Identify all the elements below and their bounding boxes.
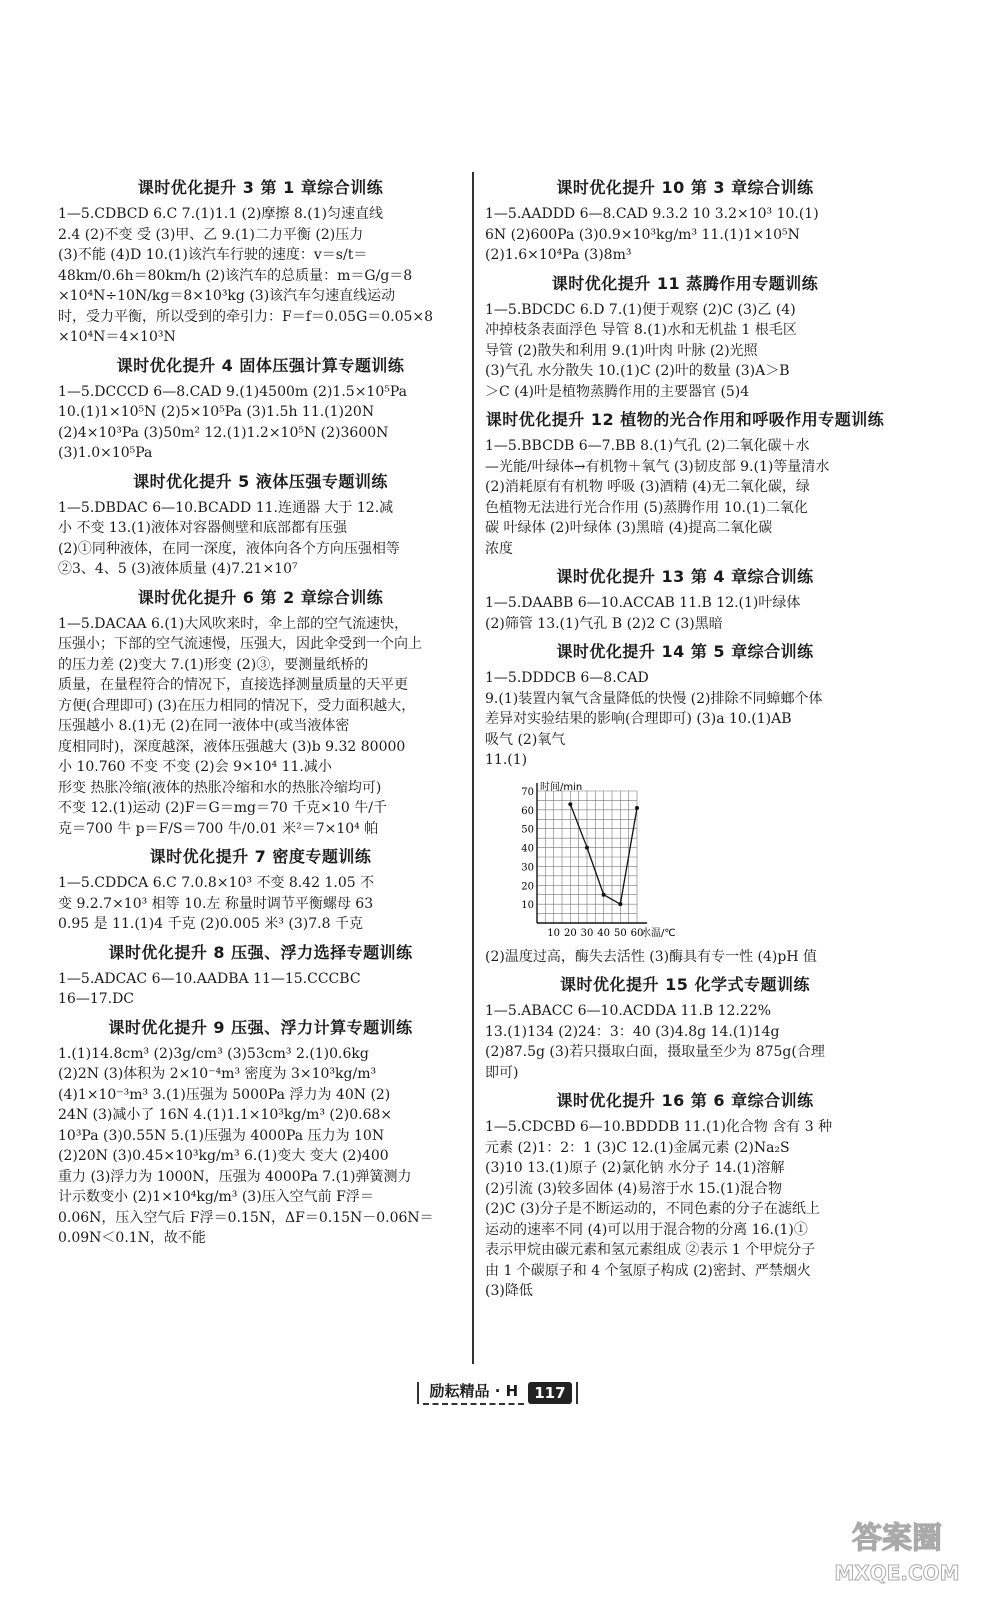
- section-answers-after-chart: [485, 947, 885, 968]
- watermark-text-top: 答案圈: [852, 1521, 942, 1556]
- answer-line: 元素 (2)1：2：1 (3)C 12.(1)金属元素 (2)Na₂S: [485, 1139, 790, 1156]
- answer-line: 1—5.CDCBD 6—10.BDDDB 11.(1)化合物 含有 3 种: [485, 1119, 833, 1135]
- answer-line: 0.95 是 11.(1)4 千克 (2)0.005 米³ (3)7.8 千克: [58, 916, 363, 932]
- y-tick-label: 60: [521, 805, 534, 817]
- y-tick-label: 70: [521, 786, 534, 798]
- left-column: [58, 170, 463, 1255]
- answer-line: 碳 叶绿体 (2)叶绿体 (3)黑暗 (4)提高二氧化碳: [485, 520, 773, 536]
- answer-line: 时，受力平衡，所以受到的牵引力：F＝f＝0.05G＝0.05×8: [58, 308, 434, 325]
- answer-line: 由 1 个碳原子和 4 个氢原子构成 (2)密封、严禁烟火: [485, 1262, 811, 1279]
- data-point: [635, 805, 639, 809]
- answer-line: 24N (3)减小了 16N 4.(1)1.1×10³kg/m³ (2)0.68×: [58, 1107, 393, 1123]
- answer-line: (3)气孔 水分散失 10.(1)C (2)叶的数量 (3)A＞B: [485, 363, 790, 379]
- column-divider: [472, 172, 474, 1364]
- answer-line: (3)不能 (4)D 10.(1)该汽车行驶的速度：v＝s/t＝: [58, 247, 368, 263]
- section-answers: [485, 204, 885, 266]
- section-title: 课时优化提升 8 压强、浮力选择专题训练: [108, 942, 413, 962]
- answer-line: 1—5.CDDCA 6.C 7.0.8×10³ 不变 8.42 1.05 不: [58, 875, 375, 891]
- answer-line: 方便(合理即可) (3)在压力相同的情况下，受力面积越大，: [58, 697, 416, 714]
- footer-brand: [423, 1380, 524, 1405]
- answer-line: ×10⁴N÷10N/kg＝8×10³kg (3)该汽车匀速直线运动: [58, 288, 396, 304]
- answer-line: 即可): [485, 1064, 519, 1081]
- answer-line: 不变 12.(1)运动 (2)F＝G＝mg＝70 千克×10 牛/千: [58, 800, 387, 816]
- section-answers: [485, 1117, 885, 1302]
- answer-line: 克＝700 牛 p＝F/S＝700 牛/0.01 米²＝7×10⁴ 帕: [58, 820, 379, 837]
- watermark-text-bottom: MXQE.COM: [834, 1561, 960, 1585]
- answer-line: (2)4×10³Pa (3)50m² 12.(1)1.2×10⁵N (2)3600N: [58, 424, 389, 441]
- y-tick-label: 40: [521, 843, 534, 855]
- answer-line: (2)筛管 13.(1)气孔 B (2)2 C (3)黑暗: [485, 615, 723, 632]
- x-tick-label: 60: [630, 927, 644, 939]
- answer-line: 度相同时)，深度越深，液体压强越大 (3)b 9.32 80000: [58, 738, 406, 755]
- answer-line: 1—5.DBDAC 6—10.BCADD 11.连通器 大于 12.减: [58, 499, 394, 516]
- answer-line: (2)消耗原有有机物 呼吸 (3)酒精 (4)无二氧化碳，绿: [485, 479, 810, 495]
- section-title: 课时优化提升 6 第 2 章综合训练: [137, 587, 384, 607]
- answer-line: 1—5.BDCDC 6.D 7.(1)便于观察 (2)C (3)乙 (4): [485, 301, 796, 318]
- section-answers: [485, 668, 885, 771]
- answer-line: (2)引流 (3)较多固体 (4)易溶于水 15.(1)混合物: [485, 1180, 782, 1197]
- right-column: [485, 170, 885, 1308]
- section-title: 课时优化提升 11 蒸腾作用专题训练: [551, 273, 819, 293]
- answer-line: 1—5.DAABB 6—10.ACCAB 11.B 12.(1)叶绿体: [485, 595, 801, 611]
- y-axis-label: 时间/min: [540, 781, 583, 793]
- x-tick-label: 20: [563, 927, 577, 939]
- answer-section: [485, 176, 885, 266]
- x-tick-label: 50: [613, 927, 627, 939]
- section-title: 课时优化提升 7 密度专题训练: [149, 847, 372, 866]
- answer-line: 导管 (2)散失和利用 9.(1)叶肉 叶脉 (2)光照: [485, 342, 758, 359]
- answer-line: 计示数变小 (2)1×10⁴kg/m³ (3)压入空气前 F浮＝: [58, 1189, 374, 1205]
- answer-section: [58, 470, 463, 580]
- section-title: 课时优化提升 16 第 6 章综合训练: [556, 1091, 814, 1110]
- answer-line: 1—5.BBCDB 6—7.BB 8.(1)气孔 (2)二氧化碳＋水: [485, 438, 810, 454]
- x-tick-label: 30: [580, 927, 594, 939]
- answer-line: 压强小；下部的空气流速慢，压强大，因此伞受到一个向上: [58, 636, 422, 652]
- footer-bar-left: [417, 1382, 419, 1404]
- answer-line: 0.09N＜0.1N，故不能: [58, 1230, 206, 1246]
- section-answers: [58, 498, 463, 580]
- data-point: [602, 892, 606, 896]
- answer-section: [58, 941, 463, 1010]
- section-answers: [58, 382, 463, 464]
- answer-line: 质量，在量程符合的情况下，直接选择测量质量的天平更: [58, 677, 408, 693]
- x-axis-label: 水温/℃: [641, 927, 676, 939]
- answer-section: [485, 640, 885, 967]
- chart-svg: [485, 777, 725, 945]
- answer-line: 重力 (3)浮力为 1000N，压强为 4000Pa 7.(1)弹簧测力: [58, 1168, 412, 1185]
- footer-bar-right: [576, 1382, 578, 1404]
- x-tick-label: 10: [547, 927, 561, 939]
- answer-section: [485, 272, 885, 403]
- answer-line: 10³Pa (3)0.55N 5.(1)压强为 4000Pa 压力为 10N: [58, 1127, 385, 1144]
- answer-line: (3)10 13.(1)原子 (2)氯化钠 水分子 14.(1)溶解: [485, 1160, 785, 1176]
- temperature-time-chart: [485, 777, 885, 945]
- section-title: 课时优化提升 10 第 3 章综合训练: [556, 178, 814, 197]
- answer-line: (2)C (3)分子是不断运动的，不同色素的分子在滤纸上: [485, 1201, 820, 1217]
- section-answers: [58, 204, 463, 348]
- y-tick-label: 20: [521, 880, 534, 892]
- answer-line: 1.(1)14.8cm³ (2)3g/cm³ (3)53cm³ 2.(1)0.6kg: [58, 1045, 369, 1062]
- section-title: 课时优化提升 15 化学式专题训练: [560, 975, 810, 994]
- answer-line: 小 10.760 不变 不变 (2)会 9×10⁴ 11.减小: [58, 759, 332, 775]
- answer-line: 48km/0.6h＝80km/h (2)该汽车的总质量：m＝G/g＝8: [58, 267, 413, 284]
- answer-section: [485, 1089, 885, 1302]
- answer-line: 1—5.ABACC 6—10.ACDDA 11.B 12.22%: [485, 1003, 772, 1019]
- data-point: [568, 802, 572, 806]
- answer-line: (2)2N (3)体积为 2×10⁻⁴m³ 密度为 3×10³kg/m³: [58, 1066, 377, 1082]
- page-footer: [0, 1380, 995, 1408]
- answer-line: (3)1.0×10⁵Pa: [58, 445, 153, 461]
- answer-line: 13.(1)134 (2)24：3：40 (3)4.8g 14.(1)14g: [485, 1023, 780, 1040]
- answer-line: 1—5.CDBCD 6.C 7.(1)1.1 (2)摩擦 8.(1)匀速直线: [58, 206, 384, 222]
- answer-line: 1—5.AADDD 6—8.CAD 9.3.2 10 3.2×10³ 10.(1): [485, 206, 819, 222]
- answer-line: 10.(1)1×10⁵N (2)5×10⁵Pa (3)1.5h 11.(1)20N: [58, 404, 375, 420]
- section-title: 课时优化提升 14 第 5 章综合训练: [556, 642, 814, 661]
- answer-line: 浓度: [485, 540, 513, 557]
- answer-line: 冲掉枝条表面浮色 导管 8.(1)水和无机盐 1 根毛区: [485, 322, 797, 338]
- answer-line: ×10⁴N＝4×10³N: [58, 329, 176, 345]
- answer-line: 色植物无法进行光合作用 (5)蒸腾作用 10.(1)二氧化: [485, 499, 808, 516]
- answer-line: 运动的速率不同 (4)可以用于混合物的分离 16.(1)①: [485, 1221, 808, 1238]
- answer-line: —光能/叶绿体→有机物＋氧气 (3)韧皮部 9.(1)等量清水: [485, 458, 830, 475]
- answer-line: 形变 热胀冷缩(液体的热胀冷缩和水的热胀冷缩均可): [58, 779, 382, 796]
- answer-section: [485, 565, 885, 634]
- answer-line: (2)①同种液体，在同一深度，液体向各个方向压强相等: [58, 540, 400, 557]
- section-answers: [58, 873, 463, 935]
- answer-section: [485, 408, 885, 559]
- answer-section: [58, 586, 463, 840]
- answer-line: 16—17.DC: [58, 991, 135, 1007]
- y-tick-label: 30: [521, 861, 534, 873]
- answer-line: ＞C (4)叶是植物蒸腾作用的主要器官 (5)4: [485, 383, 750, 400]
- y-tick-label: 10: [521, 899, 534, 911]
- answer-line: (4)1×10⁻³m³ 3.(1)压强为 5000Pa 浮力为 40N (2): [58, 1086, 391, 1103]
- answer-section: [58, 354, 463, 464]
- answer-line: (2)20N (3)0.45×10³kg/m³ 6.(1)变大 变大 (2)400: [58, 1148, 389, 1164]
- section-title: 课时优化提升 9 压强、浮力计算专题训练: [108, 1017, 413, 1037]
- section-title: 课时优化提升 12 植物的光合作用和呼吸作用专题训练: [485, 410, 885, 429]
- section-answers: [58, 969, 463, 1010]
- section-title: 课时优化提升 13 第 4 章综合训练: [556, 567, 814, 586]
- brand-name: 励耘精品: [429, 1382, 490, 1400]
- section-answers: [485, 1001, 885, 1083]
- watermark-logo: [827, 1514, 967, 1588]
- section-answers: [58, 1044, 463, 1249]
- answer-line: 1—5.DACAA 6.(1)大风吹来时，伞上部的空气流速快，: [58, 615, 409, 632]
- answer-line: 的压力差 (2)变大 7.(1)形变 (2)③，要测量纸桥的: [58, 656, 369, 673]
- y-tick-label: 50: [521, 824, 534, 836]
- data-point: [585, 845, 589, 849]
- answer-line: 差异对实验结果的影响(合理即可) (3)a 10.(1)AB: [485, 711, 792, 727]
- section-title: 课时优化提升 5 液体压强专题训练: [133, 471, 388, 491]
- answer-section: [485, 973, 885, 1083]
- answer-line: 吸气 (2)氧气: [485, 731, 566, 748]
- answer-line: (2)温度过高，酶失去活性 (3)酶具有专一性 (4)pH 值: [485, 948, 818, 965]
- answer-line: (3)降低: [485, 1283, 533, 1299]
- data-point: [618, 902, 622, 906]
- section-title: 课时优化提升 3 第 1 章综合训练: [137, 178, 384, 197]
- answer-line: 压强越小 8.(1)无 (2)在同一液体中(或当液体密: [58, 718, 350, 734]
- answer-section: [58, 176, 463, 348]
- section-title: 课时优化提升 4 固体压强计算专题训练: [116, 355, 405, 375]
- answer-line: 2.4 (2)不变 受 (3)甲、乙 9.(1)二力平衡 (2)压力: [58, 226, 364, 243]
- section-answers: [485, 300, 885, 403]
- answer-line: (2)1.6×10⁴Pa (3)8m³: [485, 247, 632, 263]
- section-answers: [58, 614, 463, 840]
- section-answers: [485, 593, 885, 634]
- answer-line: 11.(1): [485, 752, 528, 768]
- answer-line: 小 不变 13.(1)液体对容器侧壁和底部都有压强: [58, 520, 347, 536]
- answer-line: 变 9.2.7×10³ 相等 10.左 称量时调节平衡螺母 63: [58, 895, 374, 912]
- answer-line: (2)87.5g (3)若只摄取白面，摄取量至少为 875g(合理: [485, 1044, 825, 1060]
- answer-line: 9.(1)装置内氧气含量降低的快慢 (2)排除不同蟑螂个体: [485, 690, 823, 707]
- answer-line: 6N (2)600Pa (3)0.9×10³kg/m³ 11.(1)1×10⁵N: [485, 226, 800, 243]
- brand-series: H: [505, 1382, 519, 1400]
- brand-dot: ·: [494, 1382, 501, 1400]
- answer-line: 1—5.DDDCB 6—8.CAD: [485, 670, 649, 686]
- answer-line: ②3、4、5 (3)液体质量 (4)7.21×10⁷: [58, 561, 298, 577]
- answer-line: 表示甲烷由碳元素和氢元素组成 ②表示 1 个甲烷分子: [485, 1242, 816, 1258]
- answer-line: 0.06N，压入空气后 F浮＝0.15N，ΔF＝0.15N－0.06N＝: [58, 1209, 434, 1226]
- section-answers: [485, 436, 885, 559]
- answer-section: [58, 845, 463, 935]
- page-number: 117: [528, 1382, 571, 1404]
- answer-line: 1—5.DCCCD 6—8.CAD 9.(1)4500m (2)1.5×10⁵Pa: [58, 383, 407, 400]
- answer-line: 1—5.ADCAC 6—10.AADBA 11—15.CCCBC: [58, 970, 361, 987]
- x-tick-label: 40: [597, 927, 611, 939]
- answer-section: [58, 1016, 463, 1249]
